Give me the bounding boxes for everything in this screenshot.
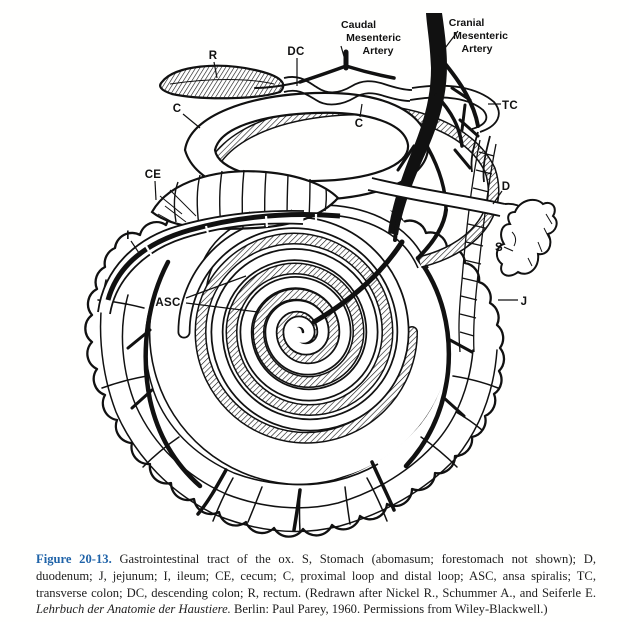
label-caudal-mesenteric-artery: Caudal Mesenteric Artery <box>341 19 401 57</box>
label-duodenum: D <box>501 181 511 193</box>
figure-caption-source-italic: Lehrbuch der Anatomie der Haustiere. <box>36 602 231 617</box>
label-transverse-colon: TC <box>502 100 518 112</box>
label-descending-colon: DC <box>287 46 305 58</box>
label-stomach: S <box>495 242 503 254</box>
label-distal-loop: C <box>354 118 364 130</box>
figure-caption-number: Figure 20-13. <box>36 552 112 566</box>
label-ansa-spiralis: ASC <box>155 297 181 309</box>
figure-caption <box>36 551 596 618</box>
rectum-shape <box>160 66 283 99</box>
label-cecum: CE <box>144 169 162 181</box>
label-cranial-mesenteric-artery: Cranial Mesenteric Artery <box>448 17 508 55</box>
figure-caption-source-rest: Berlin: Paul Parey, 1960. Permissions from Wiley-Blackwell.) <box>230 602 548 617</box>
label-ileum: I <box>126 230 130 242</box>
label-rectum: R <box>208 50 218 62</box>
stomach-shape <box>497 200 557 276</box>
label-proximal-loop: C <box>172 103 182 115</box>
label-jejunum: J <box>520 296 528 308</box>
figure-caption-body: Gastrointestinal tract of the ox. S, Stomach (abomasum; forestomach not shown); D, duodenum; J, jejunum; I, ileum; CE, cecum; C, proximal loop and distal loop; ASC, ansa spiralis; TC, transverse colon; DC, descending colon; R, rectum. (Redrawn after Nickel R., Schummer A., and Seiferle E. <box>36 552 596 600</box>
